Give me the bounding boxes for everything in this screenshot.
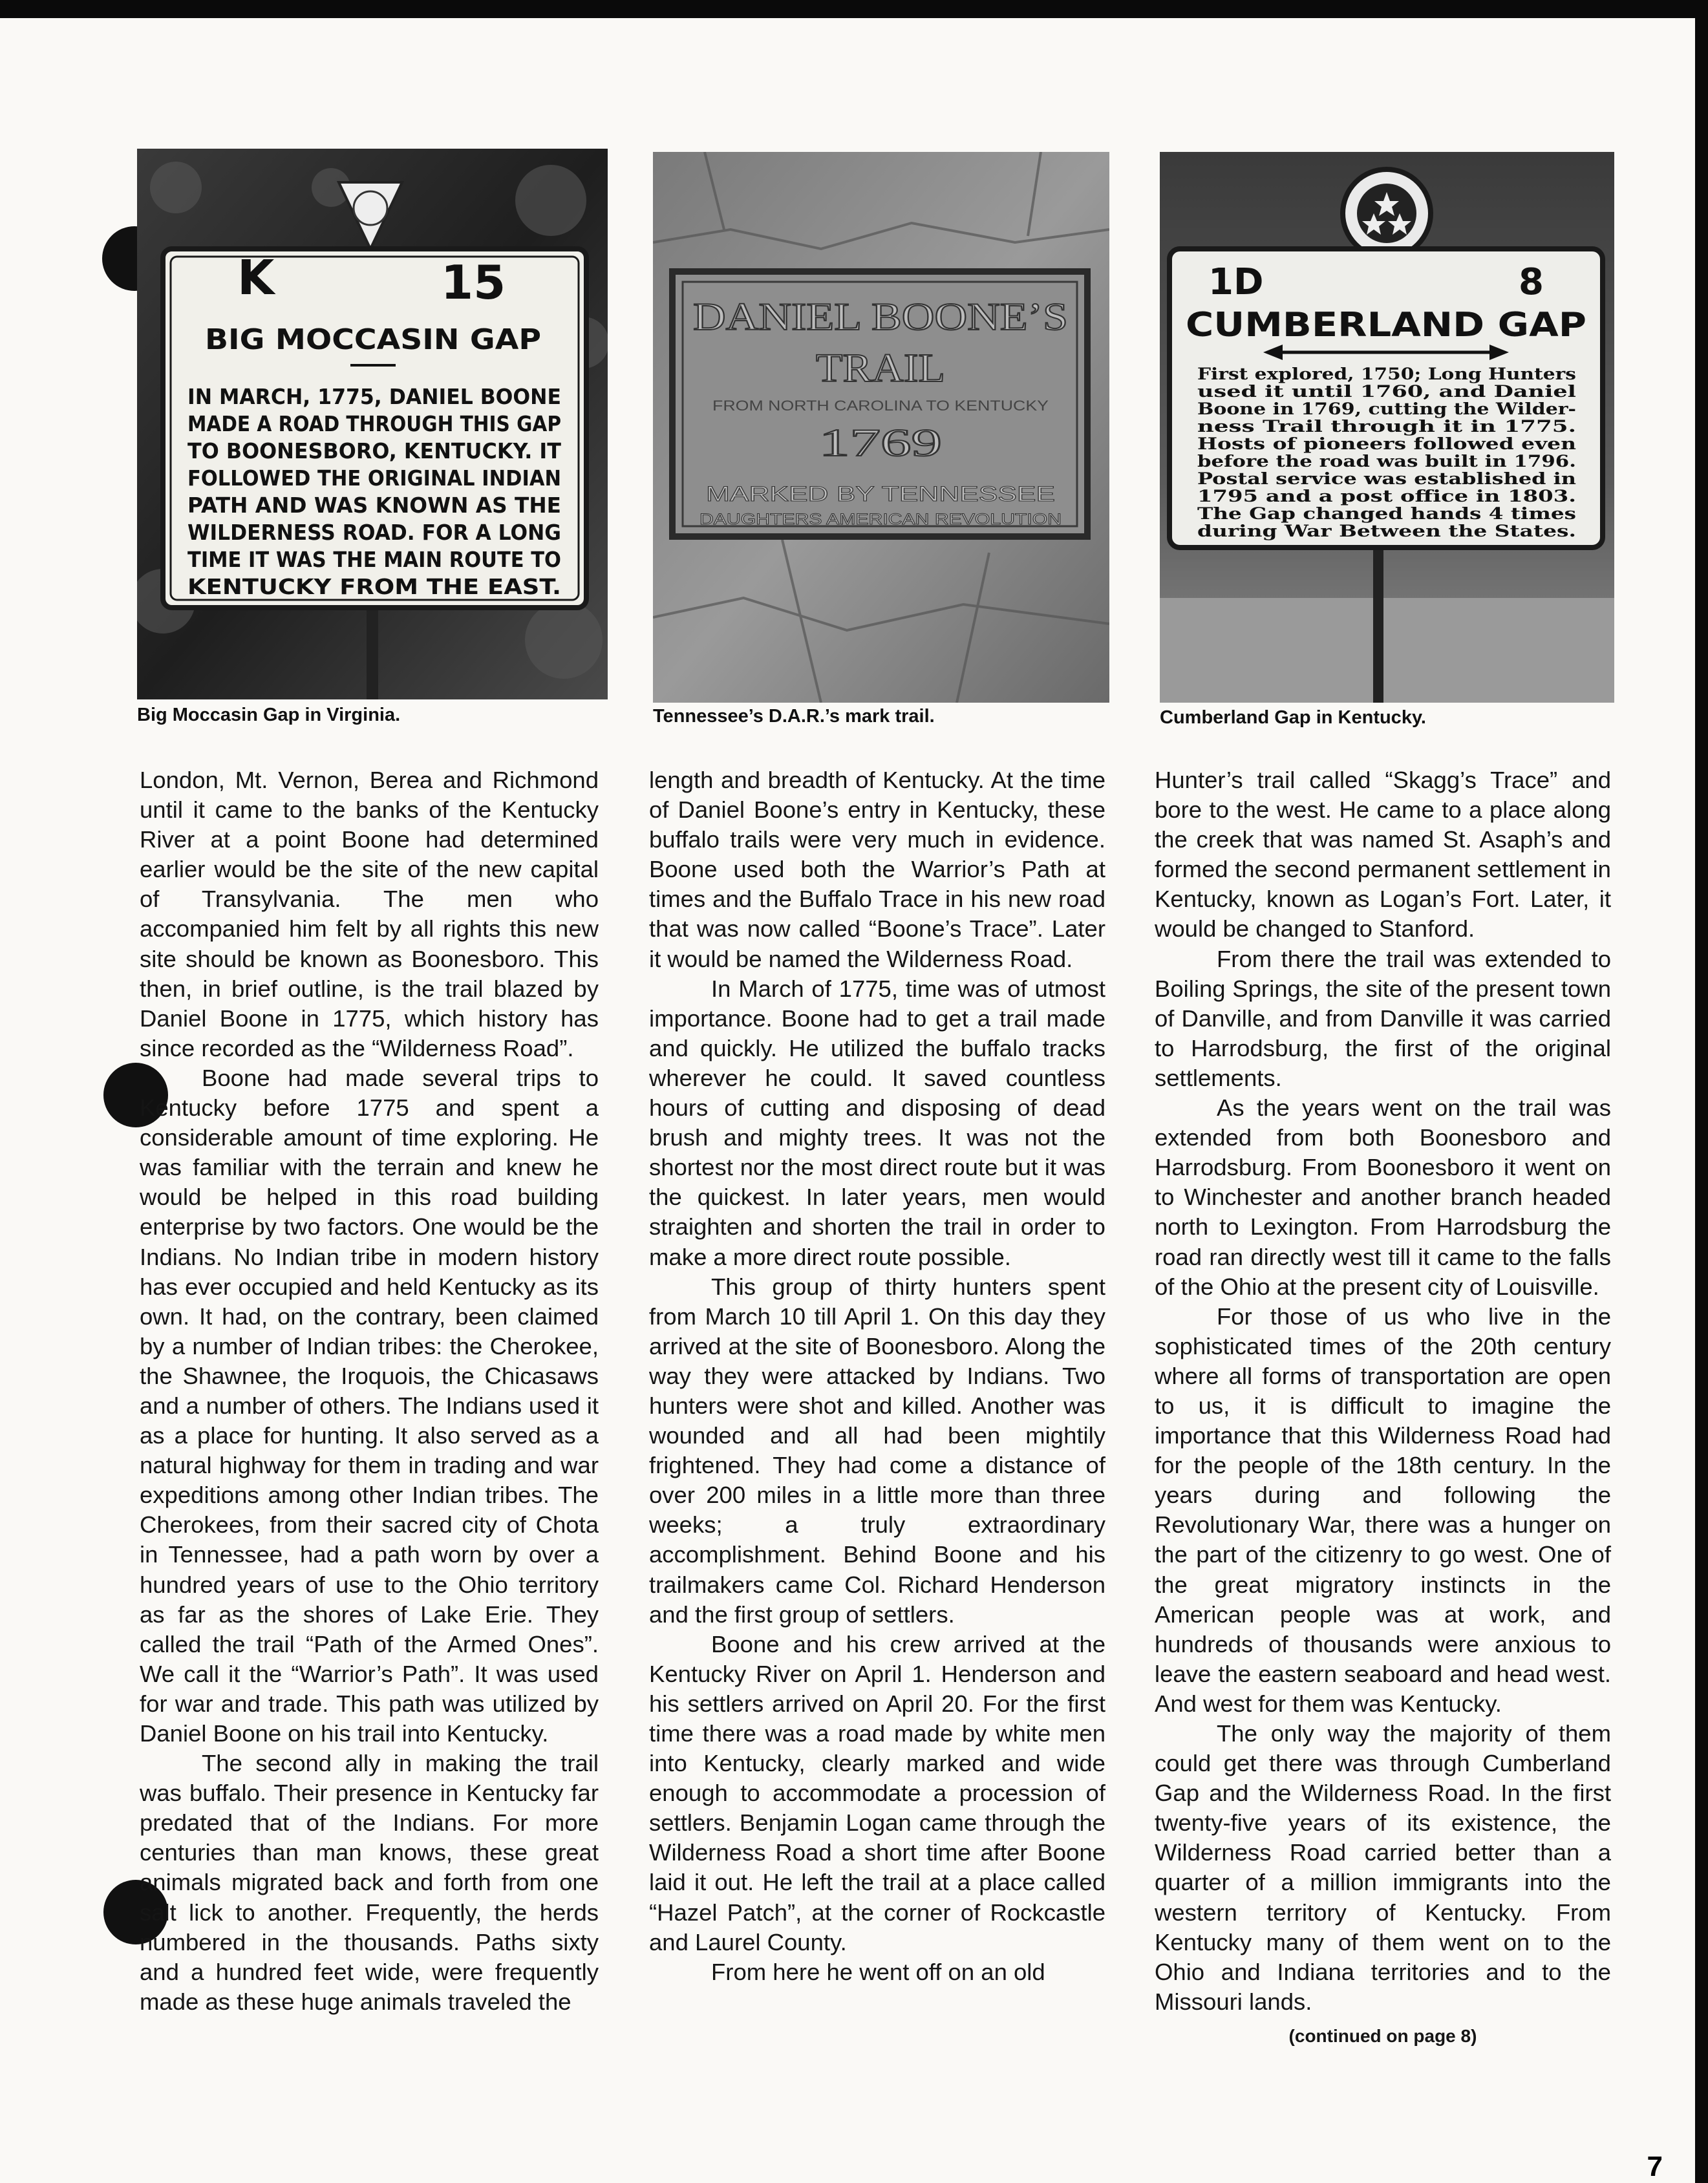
sign-code-right: 15 (441, 255, 506, 310)
plaque-line-1: DANIEL BOONE’S (693, 295, 1068, 338)
article-column-2 (649, 765, 1105, 1987)
paragraph: From there the trail was extended to Boiling Springs, the site of the present town of Danville, and from Danville it was carried to Harrodsburg, the first of the original settlements. (1155, 945, 1611, 1091)
sign-text-line: FOLLOWED THE ORIGINAL INDIAN (187, 465, 561, 491)
sign-text-line: TIME IT WAS THE MAIN ROUTE TO (187, 547, 561, 572)
paragraph: London, Mt. Vernon, Berea and Richmond until it came to the banks of the Kentucky River at a point Boone had determined earlier would be the site of the new capital of Transylvania. The men who accompanied him felt by all rights this new site should be known as Boonesboro. This then, in brief outline, is the trail blazed by Daniel Boone in 1775, which history has since recorded as the “Wilderness Road”. (140, 767, 599, 1061)
plaque-line-4: 1769 (819, 421, 942, 464)
sign-text-line: IN MARCH, 1775, DANIEL BOONE (187, 384, 561, 409)
plaque-line-6: DAUGHTERS AMERICAN REVOLUTION (699, 511, 1062, 528)
sign-code-left: 1D (1208, 261, 1264, 303)
paragraph: This group of thirty hunters spent from March 10 till April 1. On this day they arrived at the site of Boonesboro. Along the way they were attacked by Indians. Two hunters were shot and killed. Another was wounded and all had been mightily frightened. They had come a distance of over 200 miles in a little more than three weeks; a truly extraordinary accomplishment. Behind Boone and his trailmakers came Col. Richard Henderson and the first group of settlers. (649, 1273, 1105, 1628)
photo-caption: Tennessee’s D.A.R.’s mark trail. (653, 706, 935, 727)
paragraph: Boone had made several trips to Kentucky before 1775 and spent a considerable amount of time exploring. He was familiar with the terrain and knew he would be helped in this road building enterprise by two factors. One would be the Indians. No Indian tribe in modern history has ever occupied and held Kentucky as its own. It had, on the contrary, been claimed by a number of Indian tribes: the Cherokee, the Shawnee, the Iroquois, the Chicasaws and a number of others. The Indians used it as a place for hunting. It also served as a natural highway for them in trading and war expeditions among other Indian tribes. The Cherokees, from their sacred city of Chota in Tennessee, had a path worn by over a hundred years of use to the Ohio territory as far as the shores of Lake Erie. They called the trail “Path of the Armed Ones”. We call it the “Warrior’s Path”. It was used for war and trade. This path was utilized by Daniel Boone on his trail into Kentucky. (140, 1064, 599, 1747)
photo-cumberland-gap (1160, 152, 1614, 703)
sign-text-line: Hosts of pioneers followed even (1197, 434, 1576, 453)
article-column-3 (1155, 765, 1611, 2051)
sign-text-line: used it until 1760, and Daniel (1197, 382, 1576, 401)
paragraph: From here he went off on an old (711, 1958, 1045, 1985)
paragraph: As the years went on the trail was extended from both Boonesboro and Harrodsburg. From Boonesboro it went on to Winchester and another branch headed north to Lexington. From Harrodsburg the road ran directly west till it came to the falls of the Ohio at the present city of Louisville. (1155, 1094, 1611, 1300)
sign-code-right: 8 (1519, 261, 1544, 303)
plaque-line-2: TRAIL (816, 346, 945, 390)
paragraph: The second ally in making the trail was buffalo. Their presence in Kentucky far predated that of the Indians. For more centuries than man knows, these great animals migrated back and forth from one salt lick to another. Frequently, the herds numbered in the thousands. Paths sixty and a hundred feet wide, were frequently made as these huge animals traveled the (140, 1750, 599, 2015)
sign-text-line: First explored, 1750; Long Hunters (1197, 365, 1576, 383)
sign-text-line: PATH AND WAS KNOWN AS THE (187, 493, 561, 518)
photo-caption: Cumberland Gap in Kentucky. (1160, 707, 1426, 728)
sign-text-line: before the road was built in 1796. (1197, 452, 1576, 471)
sign-text-line: ness Trail through it in 1775. (1197, 417, 1576, 436)
sign-text-line: Postal service was established in (1197, 469, 1576, 488)
photo-big-moccasin-gap (137, 149, 608, 699)
sign-code-left: K (237, 250, 275, 306)
photo-daniel-boone-trail (653, 152, 1109, 703)
paragraph: Hunter’s trail called “Skagg’s Trace” and bore to the west. He came to a place along the creek that was named St. Asaph’s and formed the second permanent settlement in Kentucky, known as Logan’s Fort. Later, it would be changed to Stanford. (1155, 767, 1611, 942)
continued-note: (continued on page 8) (1288, 2025, 1477, 2046)
paragraph: Boone and his crew arrived at the Kentucky River on April 1. Henderson and his settlers arrived on April 20. For the first time there was a road made by white men into Kentucky, clearly marked and wide enough to accommodate a procession of settlers. Benjamin Logan came through the Wilderness Road a short time after Boone laid it out. He left the trail at a place called “Hazel Patch”, at the corner of Rockcastle and Laurel County. (649, 1630, 1105, 1955)
sign-text-line: 1795 and a post office in 1803. (1197, 487, 1576, 506)
paragraph: For those of us who live in the sophisticated times of the 20th century where all forms of transportation are open to us, it is difficult to imagine the importance that this Wilderness Road had for the people of the 18th century. In the years during and following the Revolutionary War, there was a hunger on the part of the citizenry to go west. One of the great migratory instincts in the American people was at work, and hundreds of thousands were anxious to leave the eastern seaboard and head west. And west for them was Kentucky. (1155, 1303, 1611, 1717)
sign-text-line: KENTUCKY FROM THE EAST. (187, 574, 561, 599)
sign-title: BIG MOCCASIN GAP (205, 323, 541, 356)
sign-title: CUMBERLAND GAP (1186, 306, 1586, 345)
sign-text-line: The Gap changed hands 4 times (1197, 504, 1576, 523)
article-column-1 (140, 765, 599, 2017)
page-number: 7 (1647, 2151, 1663, 2182)
magazine-page (0, 18, 1695, 2183)
plaque-line-3: FROM NORTH CAROLINA TO KENTUCKY (712, 398, 1049, 414)
sign-text-line: Boone in 1769, cutting the Wilder- (1197, 399, 1576, 418)
paragraph: The only way the majority of them could get there was through Cumberland Gap and the Wilderness Road. In the first twenty-five years of its existence, the Wilderness Road carried better than a quarter of a million immigrants into the western territory of Kentucky. From Kentucky many of them went on to the Ohio and Indiana territories and to the Missouri lands. (1155, 1720, 1611, 2015)
sign-text-line: MADE A ROAD THROUGH THIS GAP (187, 411, 561, 436)
sign-text-line: during War Between the States. (1197, 522, 1576, 540)
sign-text-line: TO BOONESBORO, KENTUCKY. IT (187, 438, 562, 463)
photo-caption: Big Moccasin Gap in Virginia. (137, 705, 401, 725)
plaque-line-5: MARKED BY TENNESSEE (706, 482, 1055, 506)
paragraph: length and breadth of Kentucky. At the time of Daniel Boone’s entry in Kentucky, these buffalo trails were very much in evidence. Boone used both the Warrior’s Path at times and the Buffalo Trace in his new road that was now called “Boone’s Trace”. Later it would be named the Wilderness Road. (649, 767, 1105, 972)
paragraph: In March of 1775, time was of utmost importance. Boone had to get a trail made and quickly. He utilized the buffalo tracks wherever he could. It saved countless hours of cutting and disposing of dead brush and mighty trees. It was not the shortest nor the most direct route but it was the quickest. In later years, men would straighten and shorten the trail in order to make a more direct route possible. (649, 975, 1105, 1270)
sign-text-line: WILDERNESS ROAD. FOR A LONG (187, 520, 561, 545)
